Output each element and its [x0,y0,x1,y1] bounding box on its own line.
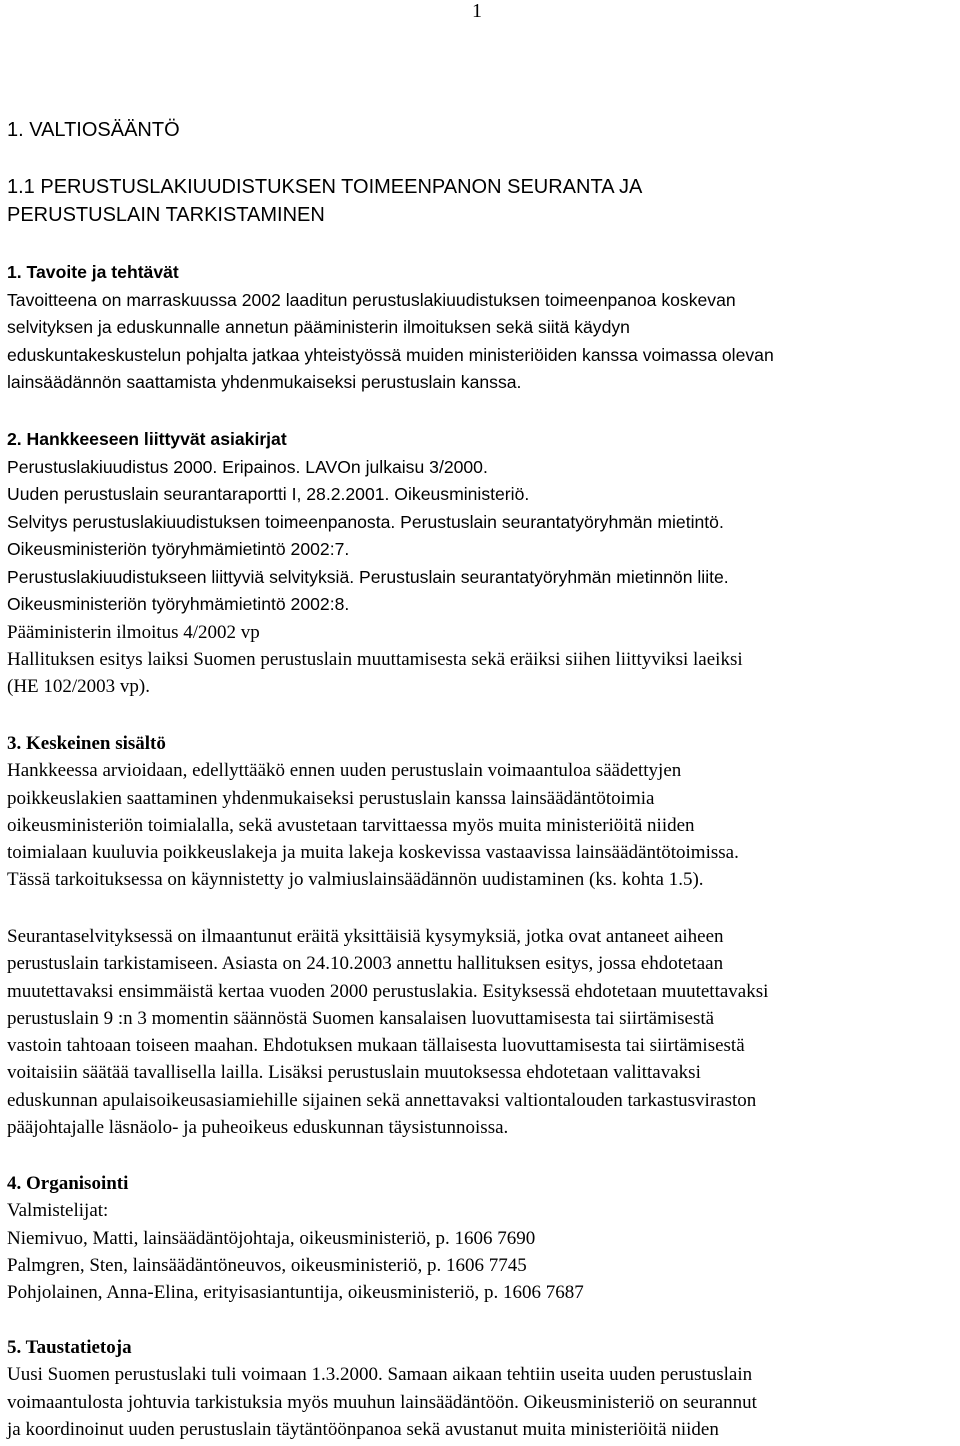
paragraph-line: ja koordinoinut uuden perustuslain täytäntöönpanoa sekä avustanut muita ministeriöitä niiden [7,1418,719,1440]
preparer-entry: Niemivuo, Matti, lainsäädäntöjohtaja, oikeusministeriö, p. 1606 7690 [7,1227,536,1249]
section-1 [7,259,959,397]
document-reference: Hallituksen esitys laiksi Suomen perustuslain muuttamisesta sekä eräiksi siihen liittyviksi laeiksi [7,648,743,670]
paragraph-line: perustuslain tarkistamiseen. Asiasta on 24.10.2003 annettu hallituksen esitys, jossa ehdotetaan [7,953,724,975]
paragraph-line: Hankkeessa arvioidaan, edellyttääkö ennen uuden perustuslain voimaantuloa säädettyjen [7,760,682,782]
paragraph-line: eduskunnan apulaisoikeusasiamiehille sijainen sekä annettavaksi valtiontalouden tarkastusviraston [7,1089,757,1111]
preparer-entry: Pohjolainen, Anna-Elina, erityisasiantuntija, oikeusministeriö, p. 1606 7687 [7,1282,584,1304]
document-reference: Perustuslakiuudistus 2000. Eripainos. LAVOn julkaisu 3/2000. [7,456,488,477]
page-number: 1 [472,0,482,22]
paragraph-line: Tavoitteena on marraskuussa 2002 laaditun perustuslakiuudistuksen toimeenpanoa koskevan [7,289,736,310]
document-reference: Uuden perustuslain seurantaraportti I, 28.2.2001. Oikeusministeriö. [7,484,530,504]
paragraph-line: oikeusministeriön toimialalla, sekä avustetaan tarvittaessa myös muita ministeriöitä niiden [7,814,695,836]
paragraph-line: selvityksen ja eduskunnalle annetun pääministerin ilmoituksen sekä siitä käydyn [7,317,630,337]
paragraph-line: muutettavaksi ensimmäistä kertaa vuoden 2000 perustuslakia. Esityksessä ehdotetaan muutettavaksi [7,980,769,1002]
paragraph-line: poikkeuslakien saattaminen yhdenmukaiseksi perustuslain kanssa lainsäädäntötoimia [7,787,655,809]
preparers-label: Valmistelijat: [7,1200,109,1222]
paragraph-line: Uusi Suomen perustuslaki tuli voimaan 1.3.2000. Samaan aikaan tehtiin useita uuden perustuslain [7,1364,753,1386]
document-reference: Perustuslakiuudistukseen liittyviä selvityksiä. Perustuslain seurantatyöryhmän mietinnön liite. [7,566,729,587]
paragraph-line: pääjohtajalle läsnäolo- ja puheoikeus eduskunnan täysistunnoissa. [7,1117,509,1139]
document-reference: Oikeusministeriön työryhmämietintö 2002:8. [7,594,350,614]
paragraph-line: voimaantulosta johtuvia tarkistuksia myös muuhun lainsäädäntöön. Oikeusministeriö on seurannut [7,1391,757,1413]
section-5 [7,1334,959,1443]
preparer-entry: Palmgren, Sten, lainsäädäntöneuvos, oikeusministeriö, p. 1606 7745 [7,1254,527,1276]
paragraph-line: toimialaan kuuluvia poikkeuslakeja ja muita lakeja koskevissa vastaavissa lainsäädäntötoimissa. [7,842,739,864]
paragraph-line: vastoin tahtoaan toiseen maahan. Ehdotuksen mukaan tällaisesta luovuttamisesta tai siirtämisestä [7,1035,745,1057]
section-3 [7,730,959,894]
paragraph-line: perustuslain 9 :n 3 momentin säännöstä Suomen kansalaisen luovuttamisesta tai siirtämisestä [7,1007,715,1029]
section-3-paragraph-2 [7,923,959,1141]
section-2 [7,426,959,700]
chapter-title: 1. VALTIOSÄÄNTÖ [7,119,180,141]
paragraph-line: lainsäädännön saattamista yhdenmukaiseksi perustuslain kanssa. [7,372,522,392]
section-1-heading: 1. Tavoite ja tehtävät [7,262,179,282]
section-title-line-2: PERUSTUSLAIN TARKISTAMINEN [7,204,325,226]
document-reference: (HE 102/2003 vp). [7,676,151,698]
document-reference: Selvitys perustuslakiuudistuksen toimeenpanosta. Perustuslain seurantatyöryhmän mietintö. [7,511,724,532]
section-3-heading: 3. Keskeinen sisältö [7,733,166,754]
section-5-heading: 5. Taustatietoja [7,1337,132,1358]
paragraph-line: eduskuntakeskustelun pohjalta jatkaa yhteistyössä muiden ministeriöiden kanssa voimassa olevan [7,344,774,365]
paragraph-line: Tässä tarkoituksessa on käynnistetty jo valmiuslainsäädännön uudistaminen (ks. kohta 1.5). [7,869,704,891]
paragraph-line: Seurantaselvityksessä on ilmaantunut eräitä yksittäisiä kysymyksiä, jotka ovat antaneet aiheen [7,926,724,947]
document-reference: Oikeusministeriön työryhmämietintö 2002:7. [7,539,350,559]
section-title-line-1: 1.1 PERUSTUSLAKIUUDISTUKSEN TOIMEENPANON SEURANTA JA [7,176,643,198]
section-4-heading: 4. Organisointi [7,1173,129,1194]
paragraph-line: voitaisiin säätää tavallisella lailla. Lisäksi perustuslain muutoksessa ehdotetaan valittavaksi [7,1062,701,1084]
document-reference: Pääministerin ilmoitus 4/2002 vp [7,621,260,643]
section-2-heading: 2. Hankkeeseen liittyvät asiakirjat [7,429,287,449]
section-4 [7,1170,959,1306]
